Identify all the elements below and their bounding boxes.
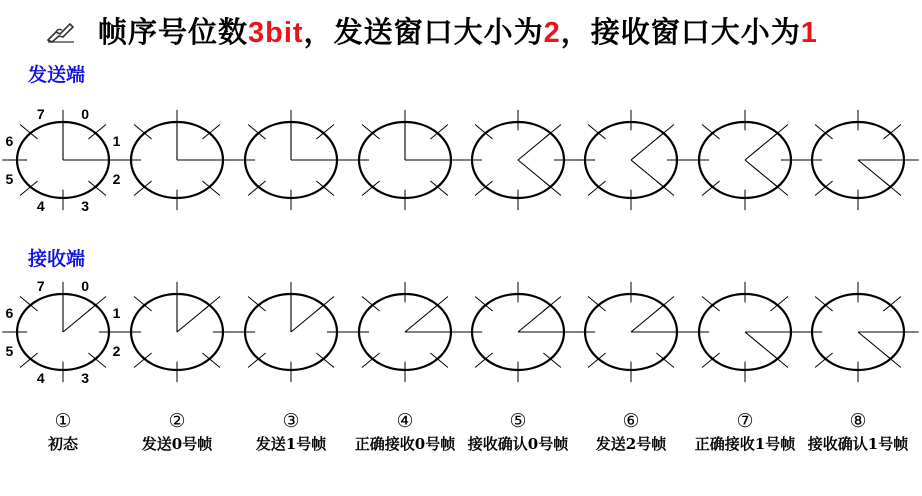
sender-dial-5-tick-5 — [475, 181, 493, 196]
sender-seq-number-2: 2 — [112, 171, 121, 188]
state-caption-text: 接收确认0号帧 — [467, 435, 569, 453]
receiver-dial-5-tick-7 — [475, 297, 493, 312]
receiver-dial-2-window-end — [177, 305, 210, 332]
receiver-dial-1-tick-3 — [88, 353, 106, 368]
state-caption-1 — [5, 408, 121, 455]
state-caption-text: 接收确认1号帧 — [807, 435, 909, 453]
receiver-dial-6-window-start — [631, 305, 664, 332]
receiver-seq-number-3: 3 — [81, 370, 90, 387]
state-marker: ① — [54, 410, 72, 432]
state-marker: ⑤ — [509, 410, 527, 432]
receiver-dial-5-tick-5 — [475, 353, 493, 368]
sender-dial-6-tick-7 — [588, 125, 606, 140]
sender-seq-number-7: 7 — [36, 105, 45, 122]
sender-dial-8-tick-7 — [815, 125, 833, 140]
receiver-dial-2-tick-5 — [134, 353, 152, 368]
receiver-dial-4-tick-5 — [362, 353, 380, 368]
sender-dial-7-window-end — [745, 160, 778, 187]
title-send-window: 2 — [543, 17, 561, 49]
sender-dial-2-tick-3 — [202, 181, 220, 196]
receiver-seq-number-5: 5 — [5, 343, 14, 360]
sender-dial-4-tick-5 — [362, 181, 380, 196]
sender-dial-1-tick-3 — [88, 181, 106, 196]
receiver-dial-5-tick-3 — [543, 353, 561, 368]
receiver-seq-number-7: 7 — [36, 277, 45, 294]
sender-dial-5-window-start — [518, 133, 551, 160]
sender-seq-number-3: 3 — [81, 198, 90, 215]
receiver-dial-3-tick-5 — [248, 353, 266, 368]
title-recv-window: 1 — [800, 17, 818, 49]
sender-dial-1-tick-5 — [20, 181, 38, 196]
receiver-seq-number-0: 0 — [81, 277, 90, 294]
title-seg3: ，接收窗口大小为 — [560, 15, 801, 49]
sender-seq-number-4: 4 — [36, 198, 45, 215]
receiver-dial-3-window-end — [291, 305, 324, 332]
receiver-dial-2-tick-7 — [134, 297, 152, 312]
sender-dial-1-tick-1 — [88, 125, 106, 140]
sender-dial-6-window-start — [631, 133, 664, 160]
state-caption-text: 发送0号帧 — [141, 435, 213, 453]
state-marker: ⑧ — [849, 410, 867, 432]
receiver-dial-6-tick-7 — [588, 297, 606, 312]
sender-dial-3-tick-5 — [248, 181, 266, 196]
state-caption-8 — [800, 408, 916, 455]
state-caption-text: 正确接收1号帧 — [694, 435, 796, 453]
sender-dial-2-tick-7 — [134, 125, 152, 140]
state-marker: ④ — [396, 410, 414, 432]
state-caption-3 — [233, 408, 349, 455]
state-marker: ⑦ — [736, 410, 754, 432]
receiver-dial-7-window-end — [745, 332, 778, 359]
title-seg1: 帧序号位数 — [98, 15, 249, 49]
sender-dial-2-tick-1 — [202, 125, 220, 140]
sender-seq-number-1: 1 — [112, 132, 121, 149]
receiver-dial-7-tick-7 — [702, 297, 720, 312]
receiver-dial-6-tick-5 — [588, 353, 606, 368]
state-caption-7 — [687, 408, 803, 455]
receiver-label: 接收端 — [28, 248, 86, 270]
sender-dial-6-window-end — [631, 160, 664, 187]
receiver-dial-4-window-start — [405, 305, 438, 332]
sender-dial-7-tick-7 — [702, 125, 720, 140]
title-seg2: ，发送窗口大小为 — [303, 15, 544, 49]
state-caption-5 — [460, 408, 576, 455]
title-bits: 3bit — [248, 17, 304, 49]
receiver-dial-4-tick-7 — [362, 297, 380, 312]
receiver-seq-number-1: 1 — [112, 304, 121, 321]
receiver-dial-3-tick-3 — [316, 353, 334, 368]
sender-dial-3-tick-3 — [316, 181, 334, 196]
receiver-dial-8-tick-1 — [883, 297, 901, 312]
sender-dial-6-tick-5 — [588, 181, 606, 196]
state-marker: ⑥ — [622, 410, 640, 432]
state-caption-text: 发送1号帧 — [255, 435, 327, 453]
state-marker: ② — [168, 410, 186, 432]
sender-seq-number-0: 0 — [81, 105, 90, 122]
receiver-dial-4-tick-3 — [430, 353, 448, 368]
state-caption-text: 发送2号帧 — [595, 435, 667, 453]
sender-seq-number-6: 6 — [5, 132, 14, 149]
sender-dial-7-window-start — [745, 133, 778, 160]
receiver-dial-8-window-end — [858, 332, 891, 359]
sender-dial-4-tick-7 — [362, 125, 380, 140]
receiver-dial-7-tick-5 — [702, 353, 720, 368]
sender-dial-4-tick-3 — [430, 181, 448, 196]
receiver-seq-number-6: 6 — [5, 304, 14, 321]
sender-dial-8-tick-1 — [883, 125, 901, 140]
sender-dial-8-tick-5 — [815, 181, 833, 196]
sender-dial-5-window-end — [518, 160, 551, 187]
receiver-dial-1-tick-5 — [20, 353, 38, 368]
sender-dial-7-tick-5 — [702, 181, 720, 196]
sender-label: 发送端 — [28, 64, 86, 86]
state-caption-text: 初态 — [47, 435, 78, 453]
receiver-dial-6-tick-3 — [656, 353, 674, 368]
sender-dial-4-tick-1 — [430, 125, 448, 140]
receiver-dial-1-window-end — [63, 305, 96, 332]
sender-dial-8-window-end — [858, 160, 891, 187]
receiver-dial-8-tick-7 — [815, 297, 833, 312]
sender-dial-3-tick-7 — [248, 125, 266, 140]
receiver-dial-1-tick-7 — [20, 297, 38, 312]
sender-dial-1-tick-7 — [20, 125, 38, 140]
receiver-dial-3-tick-7 — [248, 297, 266, 312]
sender-seq-number-5: 5 — [5, 171, 14, 188]
sender-dial-3-tick-1 — [316, 125, 334, 140]
receiver-dial-8-tick-5 — [815, 353, 833, 368]
receiver-dial-2-tick-3 — [202, 353, 220, 368]
receiver-dial-7-tick-1 — [770, 297, 788, 312]
sender-dial-2-tick-5 — [134, 181, 152, 196]
receiver-dial-5-window-start — [518, 305, 551, 332]
state-marker: ③ — [282, 410, 300, 432]
receiver-seq-number-4: 4 — [36, 370, 45, 387]
receiver-seq-number-2: 2 — [112, 343, 121, 360]
state-caption-2 — [119, 408, 235, 455]
sender-dial-5-tick-7 — [475, 125, 493, 140]
state-caption-4 — [347, 408, 463, 455]
state-caption-text: 正确接收0号帧 — [354, 435, 456, 453]
state-caption-6 — [573, 408, 689, 455]
